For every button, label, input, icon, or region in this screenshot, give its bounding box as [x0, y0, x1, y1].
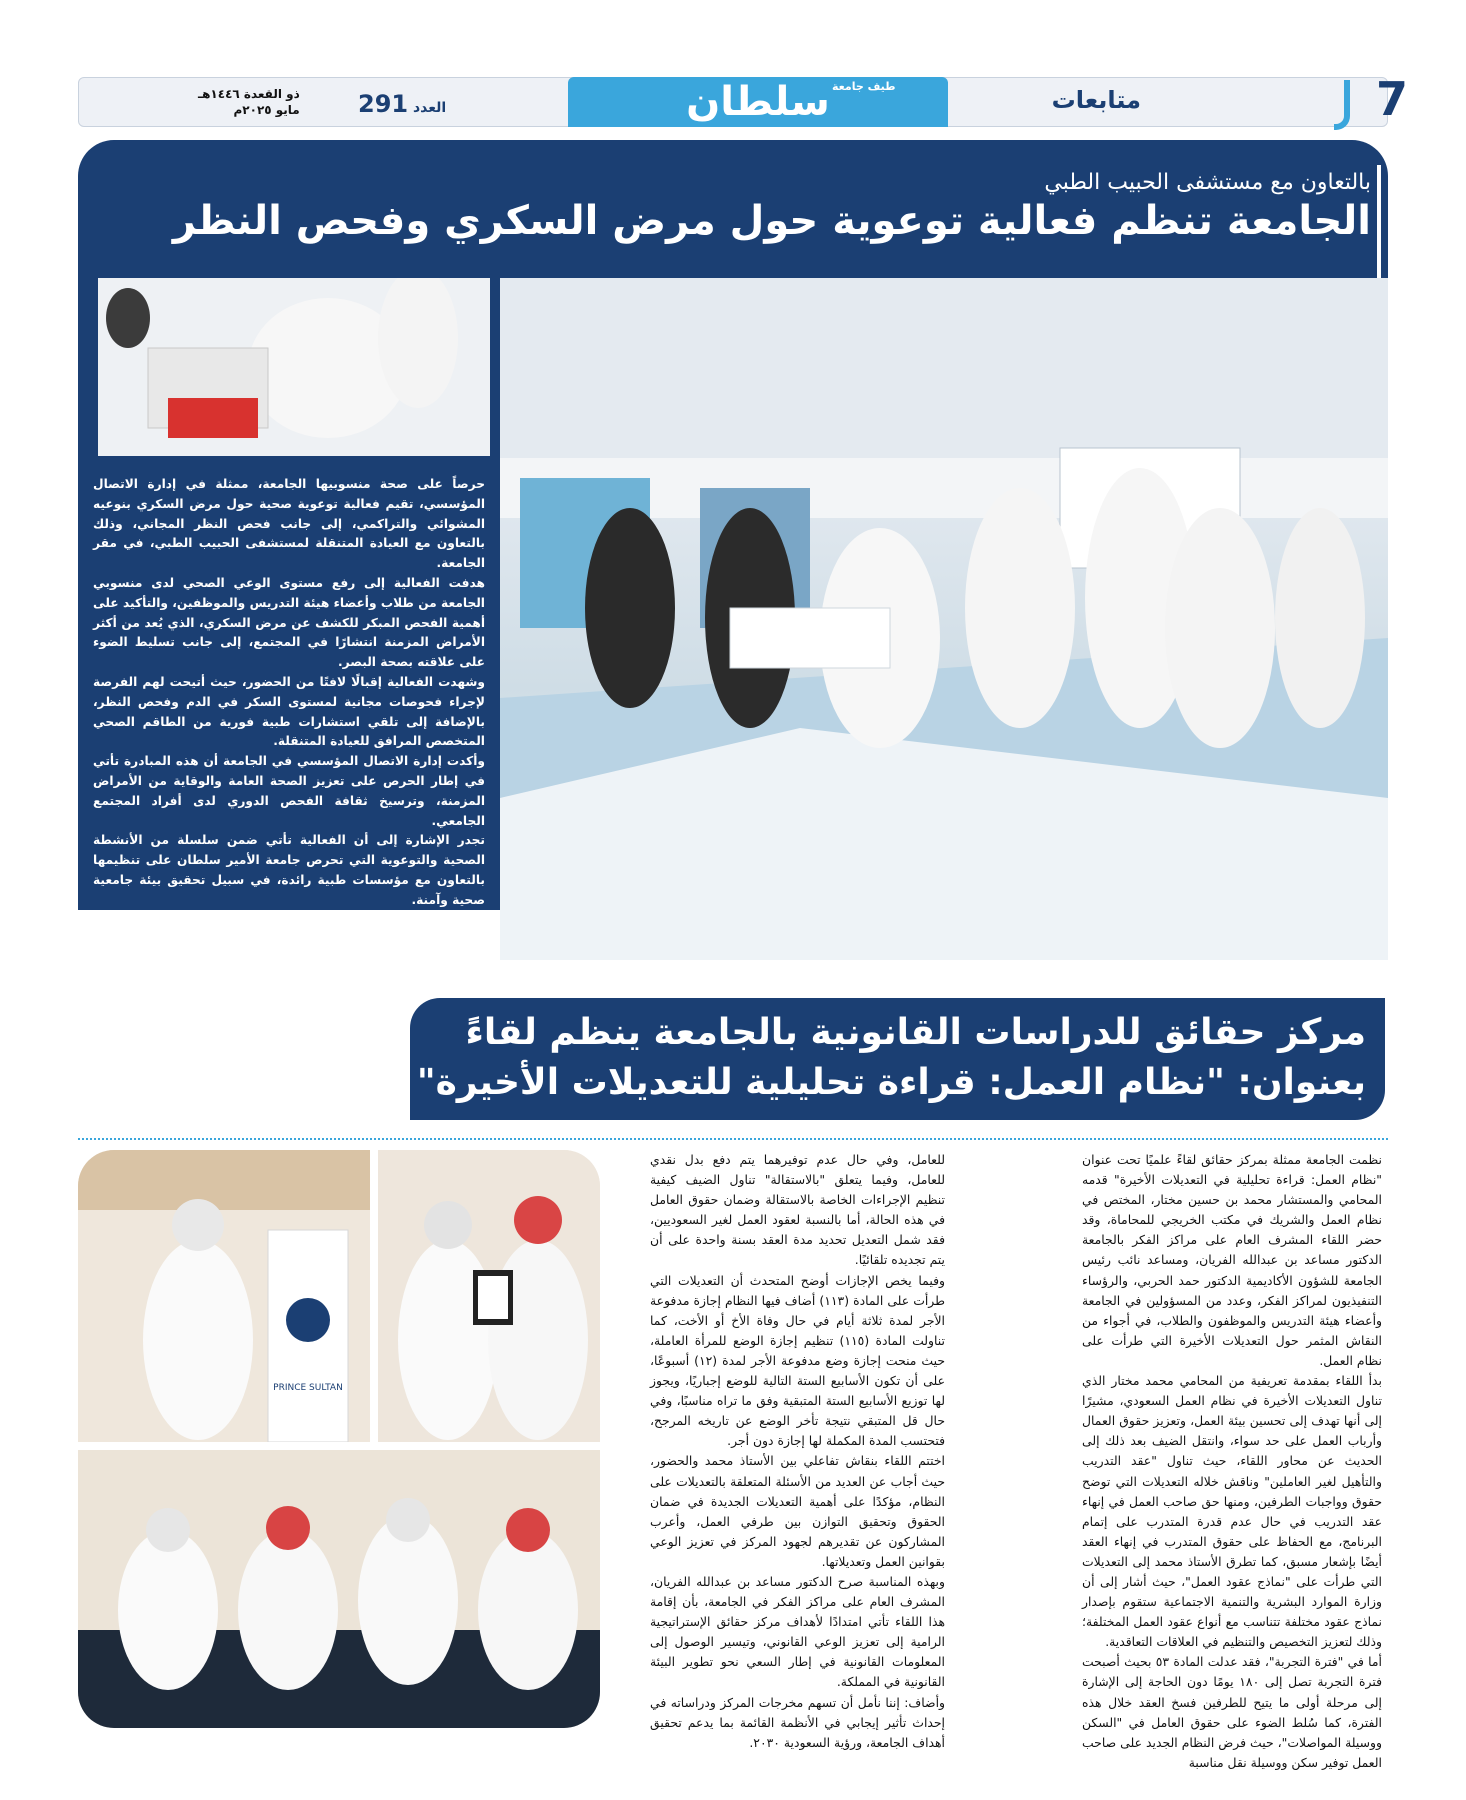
story2-photo-collage [78, 1150, 600, 1728]
issue-date [198, 86, 300, 118]
story1-body [93, 475, 485, 911]
speaker-photo [78, 1150, 370, 1442]
page-number: 7 [1375, 72, 1408, 126]
speaker-illustration [78, 1150, 370, 1442]
event-photo-illustration [500, 278, 1388, 960]
story1-paragraph: تجدر الإشارة إلى أن الفعالية تأتي ضمن سلسلة من الأنشطة الصحية والتوعوية التي تحرص جامعة الأمير سلطان على تنظيمها بالتعاون مع مؤسسات طبية رائدة، في سبيل تحقيق بيئة جامعية صحية وآمنة. [93, 833, 485, 907]
award-photo [378, 1150, 600, 1442]
audience-photo [78, 1450, 600, 1728]
story2-column-middle [650, 1150, 945, 1753]
date-gregorian: مايو ٢٠٢٥م [233, 103, 300, 117]
date-hijri: ذو القعدة ١٤٤٦هـ [198, 87, 300, 101]
story1-eye-exam-photo [98, 278, 490, 456]
story1-kicker: بالتعاون مع مستشفى الحبيب الطبي [1044, 170, 1371, 195]
newspaper-logo: سلطان [568, 77, 948, 127]
audience-illustration [78, 1450, 600, 1728]
story2-paragraph: بدأ اللقاء بمقدمة تعريفية من المحامي محمد مختار الذي تناول التعديلات الأخيرة في نظام العمل السعودي، مشيرًا إلى أنها تهدف إلى تحسين بيئة العمل، وتعزيز حقوق العمال وأرباب العمل على حد سواء، وانتقل الضيف بعد ذلك إلى الحديث عن محاور اللقاء، حيث تناول "عقد التدريب والتأهيل لغير العاملين" وناقش خلاله التعديلات التي توضح حقوق وواجبات الطرفين، ومنها حق صاحب العمل في إنهاء عقد التدريب في حال عدم قدرة المتدرب على إتمام البرنامج، مع الحفاظ على حقوق المتدرب في إنهاء العقد أيضًا بإشعار مسبق، كما تطرق الأستاذ محمد إلى التعديلات التي طرأت على "نماذج عقود العمل"، حيث أشار إلى أن وزارة الموارد البشرية والتنمية الاجتماعية ستقوم بإصدار نماذج عقود مختلفة تتناسب مع أنواع عقود العمل المختلفة؛ وذلك لتعزيز التخصيص والتنظيم في العلاقات التعاقدية. [1082, 1373, 1382, 1650]
story2-headline-line2: بعنوان: "نظام العمل: قراءة تحليلية للتعديلات الأخيرة" [416, 1062, 1366, 1103]
story1-main-photo [500, 278, 1388, 960]
story1-paragraph: وشهدت الفعالية إقبالًا لافتًا من الحضور، حيث أتيحت لهم الفرصة لإجراء فحوصات مجانية لمستوى السكر في الدم وفحص النظر، بالإضافة إلى تلقي استشارات طبية فورية من الطاقم الصحي المتخصص المرافق للعيادة المتنقلة. [93, 674, 485, 749]
award-illustration [378, 1150, 600, 1442]
story2-headline-line1: مركز حقائق للدراسات القانونية بالجامعة ينظم لقاءً [465, 1012, 1366, 1053]
page-number-accent [1334, 80, 1350, 130]
story2-column-right [1082, 1150, 1382, 1773]
story1-paragraph: وأكدت إدارة الاتصال المؤسسي في الجامعة أن هذه المبادرة تأتي في إطار الحرص على تعزيز الصحة العامة والوقاية من الأمراض المزمنة، وترسيخ ثقافة الفحص الدوري لدى أفراد المجتمع الجامعي. [93, 754, 485, 828]
section-title: متابعات [1051, 86, 1141, 114]
logo-subtitle: طيف جامعة [832, 80, 896, 93]
dotted-divider [78, 1138, 1388, 1140]
story2-paragraph: وفيما يخص الإجازات أوضح المتحدث أن التعديلات التي طرأت على المادة (١١٣) أضاف فيها النظام إجازة مدفوعة الأجر لمدة ثلاثة أيام في حال وفاة الأخ أو الأخت، كما تناولت المادة (١١٥) تنظيم إجازة الوضع للمرأة العاملة، حيث منحت إجازة وضع مدفوعة الأجر لمدة (١٢) أسبوعًا، على أن تكون الأسابيع الستة التالية للوضع إجباريًا، ويجوز لها توزيع الأسابيع الستة المتبقية وفق ما تراه مناسبًا، وفي حال قل المتبقي نتيجة تأخر الوضع عن تاريخه المرجح، فتحتسب المدة المكملة لها إجازة دون أجر. [650, 1272, 945, 1449]
story1-paragraph: حرصاً على صحة منسوبيها الجامعة، ممثلة في إدارة الاتصال المؤسسي، تقيم فعالية توعوية صحية حول مرض السكري بنوعيه المشوائي والتراكمي، إلى جانب فحص النظر المجاني، وذلك بالتعاون مع العيادة المتنقلة لمستشفى الحبيب الطبي، في مقر الجامعة. [93, 477, 485, 571]
story1-headline: الجامعة تنظم فعالية توعوية حول مرض السكري وفحص النظر [172, 198, 1371, 244]
issue-number: 291 [358, 90, 409, 118]
story1-paragraph: هدفت الفعالية إلى رفع مستوى الوعي الصحي لدى منسوبي الجامعة من طلاب وأعضاء هيئة التدريس والموظفين، والتأكيد على أهمية الفحص المبكر للكشف عن مرض السكري، الذي يُعد من أكثر الأمراض المزمنة انتشارًا في المجتمع، إلى جانب تسليط الضوء على علاقته بصحة البصر. [93, 575, 485, 670]
issue-label [358, 90, 446, 118]
story2-paragraph: وبهذه المناسبة صرح الدكتور مساعد بن عبدالله الفريان، المشرف العام على مراكز الفكر في الجامعة، بأن إقامة هذا اللقاء تأتي امتدادًا لأهداف مركز حقائق الإستراتيجية الرامية إلى تعزيز الوعي القانوني، وتيسير الوصول إلى المعلومات القانونية في إطار السعي نحو تطوير البيئة القانونية في المملكة. [650, 1573, 945, 1690]
banner-text: PRINCE SULTAN [273, 1383, 343, 1393]
story2-paragraph: وأضاف: إننا نأمل أن تسهم مخرجات المركز ودراساته في إحداث تأثير إيجابي في الأنظمة القائمة بما يدعم تحقيق أهداف الجامعة، ورؤية السعودية ٢٠٣٠. [650, 1694, 945, 1750]
story2-paragraph: اختتم اللقاء بنقاش تفاعلي بين الأستاذ محمد والحضور، حيث أجاب عن العديد من الأسئلة المتعلقة بالتعديلات على النظام، مؤكدًا على أهمية التعديلات الجديدة في ضمان الحقوق وتحقيق التوازن بين طرفي العمل، وأعرب المشاركون عن تقديرهم لجهود المركز في تعزيز الوعي بقوانين العمل وتعديلاتها. [650, 1453, 945, 1569]
eye-exam-illustration [98, 278, 490, 456]
story2-paragraph: نظمت الجامعة ممثلة بمركز حقائق لقاءً علميًا تحت عنوان "نظام العمل: قراءة تحليلية في التعديلات الأخيرة" قدمه المحامي والمستشار محمد بن حسين مختار، المختص في نظام العمل والشريك في مكتب الخريجي للمحاماة، وقد حضر اللقاء المشرف العام على مراكز الفكر بالجامعة الدكتور مساعد بن عبدالله الفريان، ومساعد نائب رئيس الجامعة للشؤون الأكاديمية الدكتور حمد الحربي، والرؤساء التنفيذيون لمراكز الفكر، وعدد من المسؤولين في الجامعة وأعضاء هيئة التدريس والموظفون والطلاب، في أجواء من النقاش المثمر حول التعديلات الأخيرة التي طرأت على نظام العمل. [1082, 1152, 1382, 1368]
story2-paragraph: أما في "فترة التجربة"، فقد عدلت المادة ٥٣ بحيث أصبحت فترة التجربة تصل إلى ١٨٠ يومًا دون الحاجة إلى الإشارة إلى مرحلة أولى ما يتيح للطرفين فسخ العقد خلال هذه الفترة، كما سُلط الضوء على حقوق العامل في "السكن ووسيلة المواصلات"، حيث فرض النظام الجديد على صاحب العمل توفير سكن ووسيلة نقل مناسبة [1082, 1654, 1382, 1770]
story2-paragraph: للعامل، وفي حال عدم توفيرهما يتم دفع بدل نقدي للعامل، وفيما يتعلق "بالاستقالة" تناول الضيف كيفية تنظيم الإجراءات الخاصة بالاستقالة وضمان حقوق العامل في هذه الحالة، أما بالنسبة لعقود العمل لغير السعوديين، فقد شمل التعديل تحديد مدة العقد بسنة واحدة على أن يتم تجديده تلقائيًا. [650, 1152, 945, 1268]
issue-label-text: العدد [412, 100, 447, 116]
